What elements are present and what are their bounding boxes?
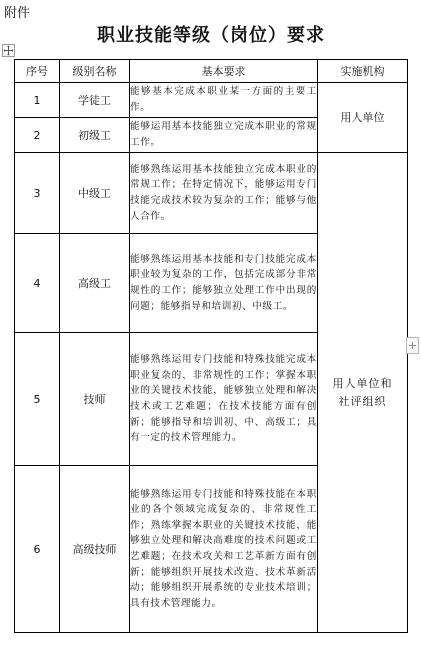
header-level: 级别名称 [60,60,130,83]
row-level: 高级技师 [60,466,130,633]
row-num: 3 [15,153,60,234]
row-requirement: 能够基本完成本职业某一方面的主要工作。 [130,83,318,118]
table-row [15,83,408,118]
row-level: 技师 [60,333,130,466]
row-org-merged [318,153,408,633]
row-num: 2 [15,118,60,153]
row-level: 中级工 [60,153,130,234]
org-merged-line1: 用人单位和 [332,376,393,390]
row-num: 6 [15,466,60,633]
row-requirement: 能够熟练运用专门技能和特殊技能完成本职业复杂的、非常规性的工作；掌握本职业的关键技术技能，能够独立处理和解决技术或工艺难题；在技术技能方面有创新；能够指导和培训初、中、高级工；具有一定的技术管理能力。 [130,333,318,466]
table-move-handle-icon[interactable] [2,44,15,57]
header-num: 序号 [15,60,60,83]
page-title: 职业技能等级（岗位）要求 [97,25,325,46]
row-num: 5 [15,333,60,466]
row-requirement: 能够熟练运用基本技能独立完成本职业的常规工作；在特定情况下，能够运用专门技能完成技术较为复杂的工作；能够与他人合作。 [130,153,318,234]
row-level: 高级工 [60,234,130,333]
table-header-row [15,60,408,83]
row-requirement: 能够运用基本技能独立完成本职业的常规工作。 [130,118,318,153]
org-text: 用人单位 [340,110,385,124]
attachment-label: 附件 [4,6,31,21]
org-merged-text [333,375,393,411]
header-requirement: 基本要求 [130,60,318,83]
add-row-plus-icon[interactable] [406,337,419,354]
row-level: 初级工 [60,118,130,153]
skill-level-table [14,59,408,633]
row-requirement: 能够熟练运用基本技能和专门技能完成本职业较为复杂的工作，包括完成部分非常规性的工作；能够独立处理工作中出现的问题；能够指导和培训初、中级工。 [130,234,318,333]
table-row [15,153,408,234]
header-org: 实施机构 [318,60,408,83]
row-requirement: 能够熟练运用专门技能和特殊技能在本职业的各个领域完成复杂的、非常规性工作；熟练掌握本职业的关键技术技能，能够独立处理和解决高难度的技术问题或工艺难题；在技术攻关和工艺革新方面有创新；能够组织开展技术改造、技术革新活动；能够组织开展系统的专业技术培训；具有技术管理能力。 [130,466,318,633]
row-org [318,83,408,153]
row-num: 1 [15,83,60,118]
org-merged-line2: 社评组织 [338,394,387,408]
row-level: 学徒工 [60,83,130,118]
row-num: 4 [15,234,60,333]
